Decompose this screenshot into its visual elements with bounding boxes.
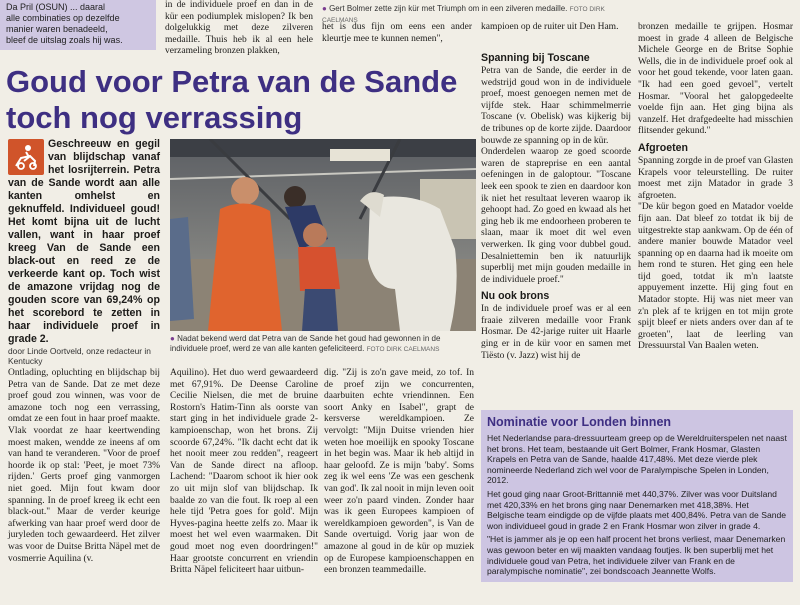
side-article-column-1 bbox=[481, 48, 631, 362]
nomination-paragraph: Het Nederlandse para-dressuurteam greep op de Wereldruiterspelen net naast het brons. Het team, bestaande uit Gert Bolmer, Frank Hosmar, Glasten Krapels en Petra van de Sande, haalde 417,48%. Met deze vierde plek nomineerde Nederland zich wel voor de Paralympische Spelen in Londen, 2012. bbox=[487, 433, 787, 486]
top-left-line: alle combinaties op dezelfde bbox=[6, 13, 120, 23]
top-left-line: Da Pril (OSUN) ... daaral bbox=[6, 2, 106, 12]
nomination-paragraph: "Het is jammer als je op een half procent het brons verliest, maar Denemarken was gewoon beter en wij maakten vandaag foutjes. Ik ben superblij met het individuele goud van Petra, het individuele zilver van Frank en de paralympische nominatie", zei bondscoach Jeannette Wolfs. bbox=[487, 534, 786, 577]
nomination-paragraph: Het goud ging naar Groot-Brittannië met 440,37%. Zilver was voor Duitsland met 420,33% en het brons ging naar Denemarken met 418,38%. Het Belgische team eindigde op de vijfde plaats met 400,84%. Petra van de Sande won individueel goud in grade 2 en Frank Hosmar won zilver in grade 4. bbox=[487, 488, 787, 531]
nomination-title: Nominatie voor Londen binnen bbox=[487, 415, 672, 429]
article-body-column-2: Aquilino). Het duo werd gewaardeerd met 67,91%. De Deense Caroline Cecilie Nielsen, die met de bruine Rostorn's Hatim-Tinn als oorste van start ging in het individuele grade 2-kampioenschap, won het brons. Zij scoorde 67,24%. "Ik dacht echt dat ik het nooit meer zou redden", reageert Van de Sande direct na afloop. Lachend: "Daarom schoot ik hier ook zo uit mijn slof van blijdschap. Ik baalde zo van die fout. Ik roep al een hele tijd 'Petra goes for gold'. Mijn Hyves-pagina heette zelfs zo. Maar ik moest het wel even waarmaken. Dit goud moet nog even doordringen!" Haar grootste concurrent en vriendin Britta Näpel feliciteert haar uitbun- bbox=[170, 368, 318, 576]
nomination-info-box bbox=[481, 410, 793, 582]
top-article-continuation-2: het is dus fijn om eens een ander kleurtje mee te kunnen nemen", bbox=[322, 22, 472, 44]
top-article-continuation: in de individuele proef en dan in de kür een podiumplek mislopen? Ik ben dolgelukkig met deze zilveren medaille. Thuis heb ik al een hele verzameling bronzen plakken, bbox=[165, 0, 313, 57]
article-body-column-1: Ontlading, opluchting en blijdschap bij Petra van de Sande. Dat ze met deze proef goud zou winnen, was voor de amazone toch nog een verrassing, omdat ze een fout in haar proef maakte. Vlak voordat ze haar keertwending moest maken, wendde ze ineens af om van hand te veranderen. "Voor de proef hoorde ik op stal: 'Peet, je moet 73% rijden.' Gerts proef ging vanmorgen niet goed. Mijn fout kwam door spanning. In de proef kreeg ik echt een black-out." Maar de verder keurige afwerking van haar proef werd door de juryleden toch gewaardeerd. Het zilver was voor de Duitse Britta Näpel met de vosmerrie Aquilina (v. bbox=[8, 368, 160, 564]
side-paragraph: bronzen medaille te grijpen. Hosmar moest in grade 4 alleen de Belgische Michele George en de Britse Sophie Wells, die in de individuele proef ook al voor het goud tekende, voor laten gaan. "Ik had een goed gevoel", vertelt Hosmar. "Vooral het galopgedeelte voelde fijn aan. Het ging bijna als vanzelf. Het drafgedeelte had misschien flitsender gekund." bbox=[638, 22, 793, 137]
photo-caption-text: Nadat bekend werd dat Petra van de Sande het goud had gewonnen in de individuele proef, werd ze van alle kanten gefeliciteerd. bbox=[170, 334, 441, 353]
equestrian-sport-icon bbox=[8, 139, 44, 175]
side-article-column-2 bbox=[638, 22, 793, 353]
side-paragraph: In de individuele proef was er al een fraaie zilveren medaille voor Frank Hosmar. De 42-jarige ruiter uit Haarle ging er in de kür voor en samen met Tiësto (v. Jazz) wist hij de bbox=[481, 304, 631, 361]
side-paragraph: Petra van de Sande, die eerder in de wedstrijd goud won in de individuele proef, moest genoegen nemen met de vijfde stek. Haar schimmelmerrie Toscane (v. Obelisk) was kijkerig bij de tribunes op de korte zijde. Daardoor bouwde ze spanning op in de kür. bbox=[481, 66, 631, 146]
article-photo bbox=[170, 139, 476, 331]
top-left-line: bleef de uitslag zoals hij was. bbox=[6, 35, 123, 45]
intro-text: Geschreeuw en gegil van blijdschap vanaf het losrijterrein. Petra van de Sande wordt aan alle kanten omhelst en geknuffeld. Individueel goud! Het komt bijna uit de lucht vallen, want in haar proef kreeg Van de Sande een black-out en reed ze de verkeerde kant op. Toch wist de amazone vrijdag nog de gouden score van 69,24% op het scorebord te zetten in haar individuele proef in grade 2. bbox=[8, 138, 160, 345]
top-article-continuation-3: kampioen op de ruiter uit Den Ham. bbox=[481, 22, 619, 32]
top-left-info-box bbox=[0, 0, 156, 50]
bullet-icon: ● bbox=[170, 334, 175, 343]
bullet-icon: ● bbox=[322, 4, 327, 13]
top-caption-credit: FOTO DIRK CAELMANS bbox=[322, 6, 605, 24]
subheading-spanning: Spanning bij Toscane bbox=[481, 52, 590, 64]
photo-caption-credit: FOTO DIRK CAELMANS bbox=[366, 346, 440, 353]
article-body-column-3: dig. "Zij is zo'n gave meid, zo tof. In de proef zijn we concurrenten, daarbuiten echte vriendinnen. Een soort Anky en Isabel", grapt de kersverse wereldkampioen. Ze vervolgt: "Mijn Duitse vrienden hier weten hoe moeilijk en spooky Toscane in het begin was. Maar ik heb altijd in haar geloofd. Ze is mijn 'baby'. Soms zeg ik wel eens 'Ze was een geschenk van god'. Ik zal nooit in mijn leven ooit weer zo'n paard vinden. Zonder haar was ik geen Europees kampioen of wereldkampioen geworden", is Van de Sande overtuigd. Vorig jaar won de amazone al goud in de kür op muziek op de Europese kampioenschappen en een bronzen teammedaille. bbox=[324, 368, 474, 576]
side-paragraph: Spanning zorgde in de proef van Glasten Krapels voor teleurstelling. De ruiter moest met zijn Matador in grade 3 afgroeten. bbox=[638, 155, 793, 201]
side-paragraph: Onderdelen waarop ze goed scoorde waren de stapreprise en een aantal oefeningen in de galoptour. "Toscane leek een spook te zien en daardoor kon ik niet het resultaat leveren waarop ik gehoopt had. Zo goed en kwaad als het ging heb ik me endoorheen proberen te slaan, maar ik moet dit wel even verwerken. Ik ging voor dubbel goud. Desalniettemin ben ik natuurlijk superblij met mijn gouden medaille in de individuele proef." bbox=[481, 147, 631, 285]
byline: door Linde Oortveld, onze redacteur in Kentucky bbox=[8, 346, 151, 366]
subheading-afgroeten: Afgroeten bbox=[638, 141, 689, 154]
photo-caption bbox=[170, 334, 476, 355]
side-paragraph: "De kür begon goed en Matador voelde fijn aan. Dat bleef zo totdat ik bij de uitgestrekte stap aankwam. Op de één of andere manier bouwde Matador veel spanning op en daarna had ik moeite om hem rond te sturen. Het ging een hele tijd goed, totdat ik m'n laatste appuyement inzette. Hij ging fout en Matador stopte. Hij was niet meer van z'n plek af te krijgen en tot mijn grote spijt bleef er niets anders over dan af te groeten", laat de leerling van Dressuurstal Van Baalen weten. bbox=[638, 202, 793, 352]
subheading-brons: Nu ook brons bbox=[481, 290, 550, 303]
article-headline: Goud voor Petra van de Sande toch nog verrassing bbox=[6, 64, 458, 135]
top-left-line: manier waren benadeeld, bbox=[6, 24, 108, 34]
top-caption-text: Gert Bolmer zette zijn kür met Triumph om in een zilveren medaille. bbox=[329, 4, 568, 13]
